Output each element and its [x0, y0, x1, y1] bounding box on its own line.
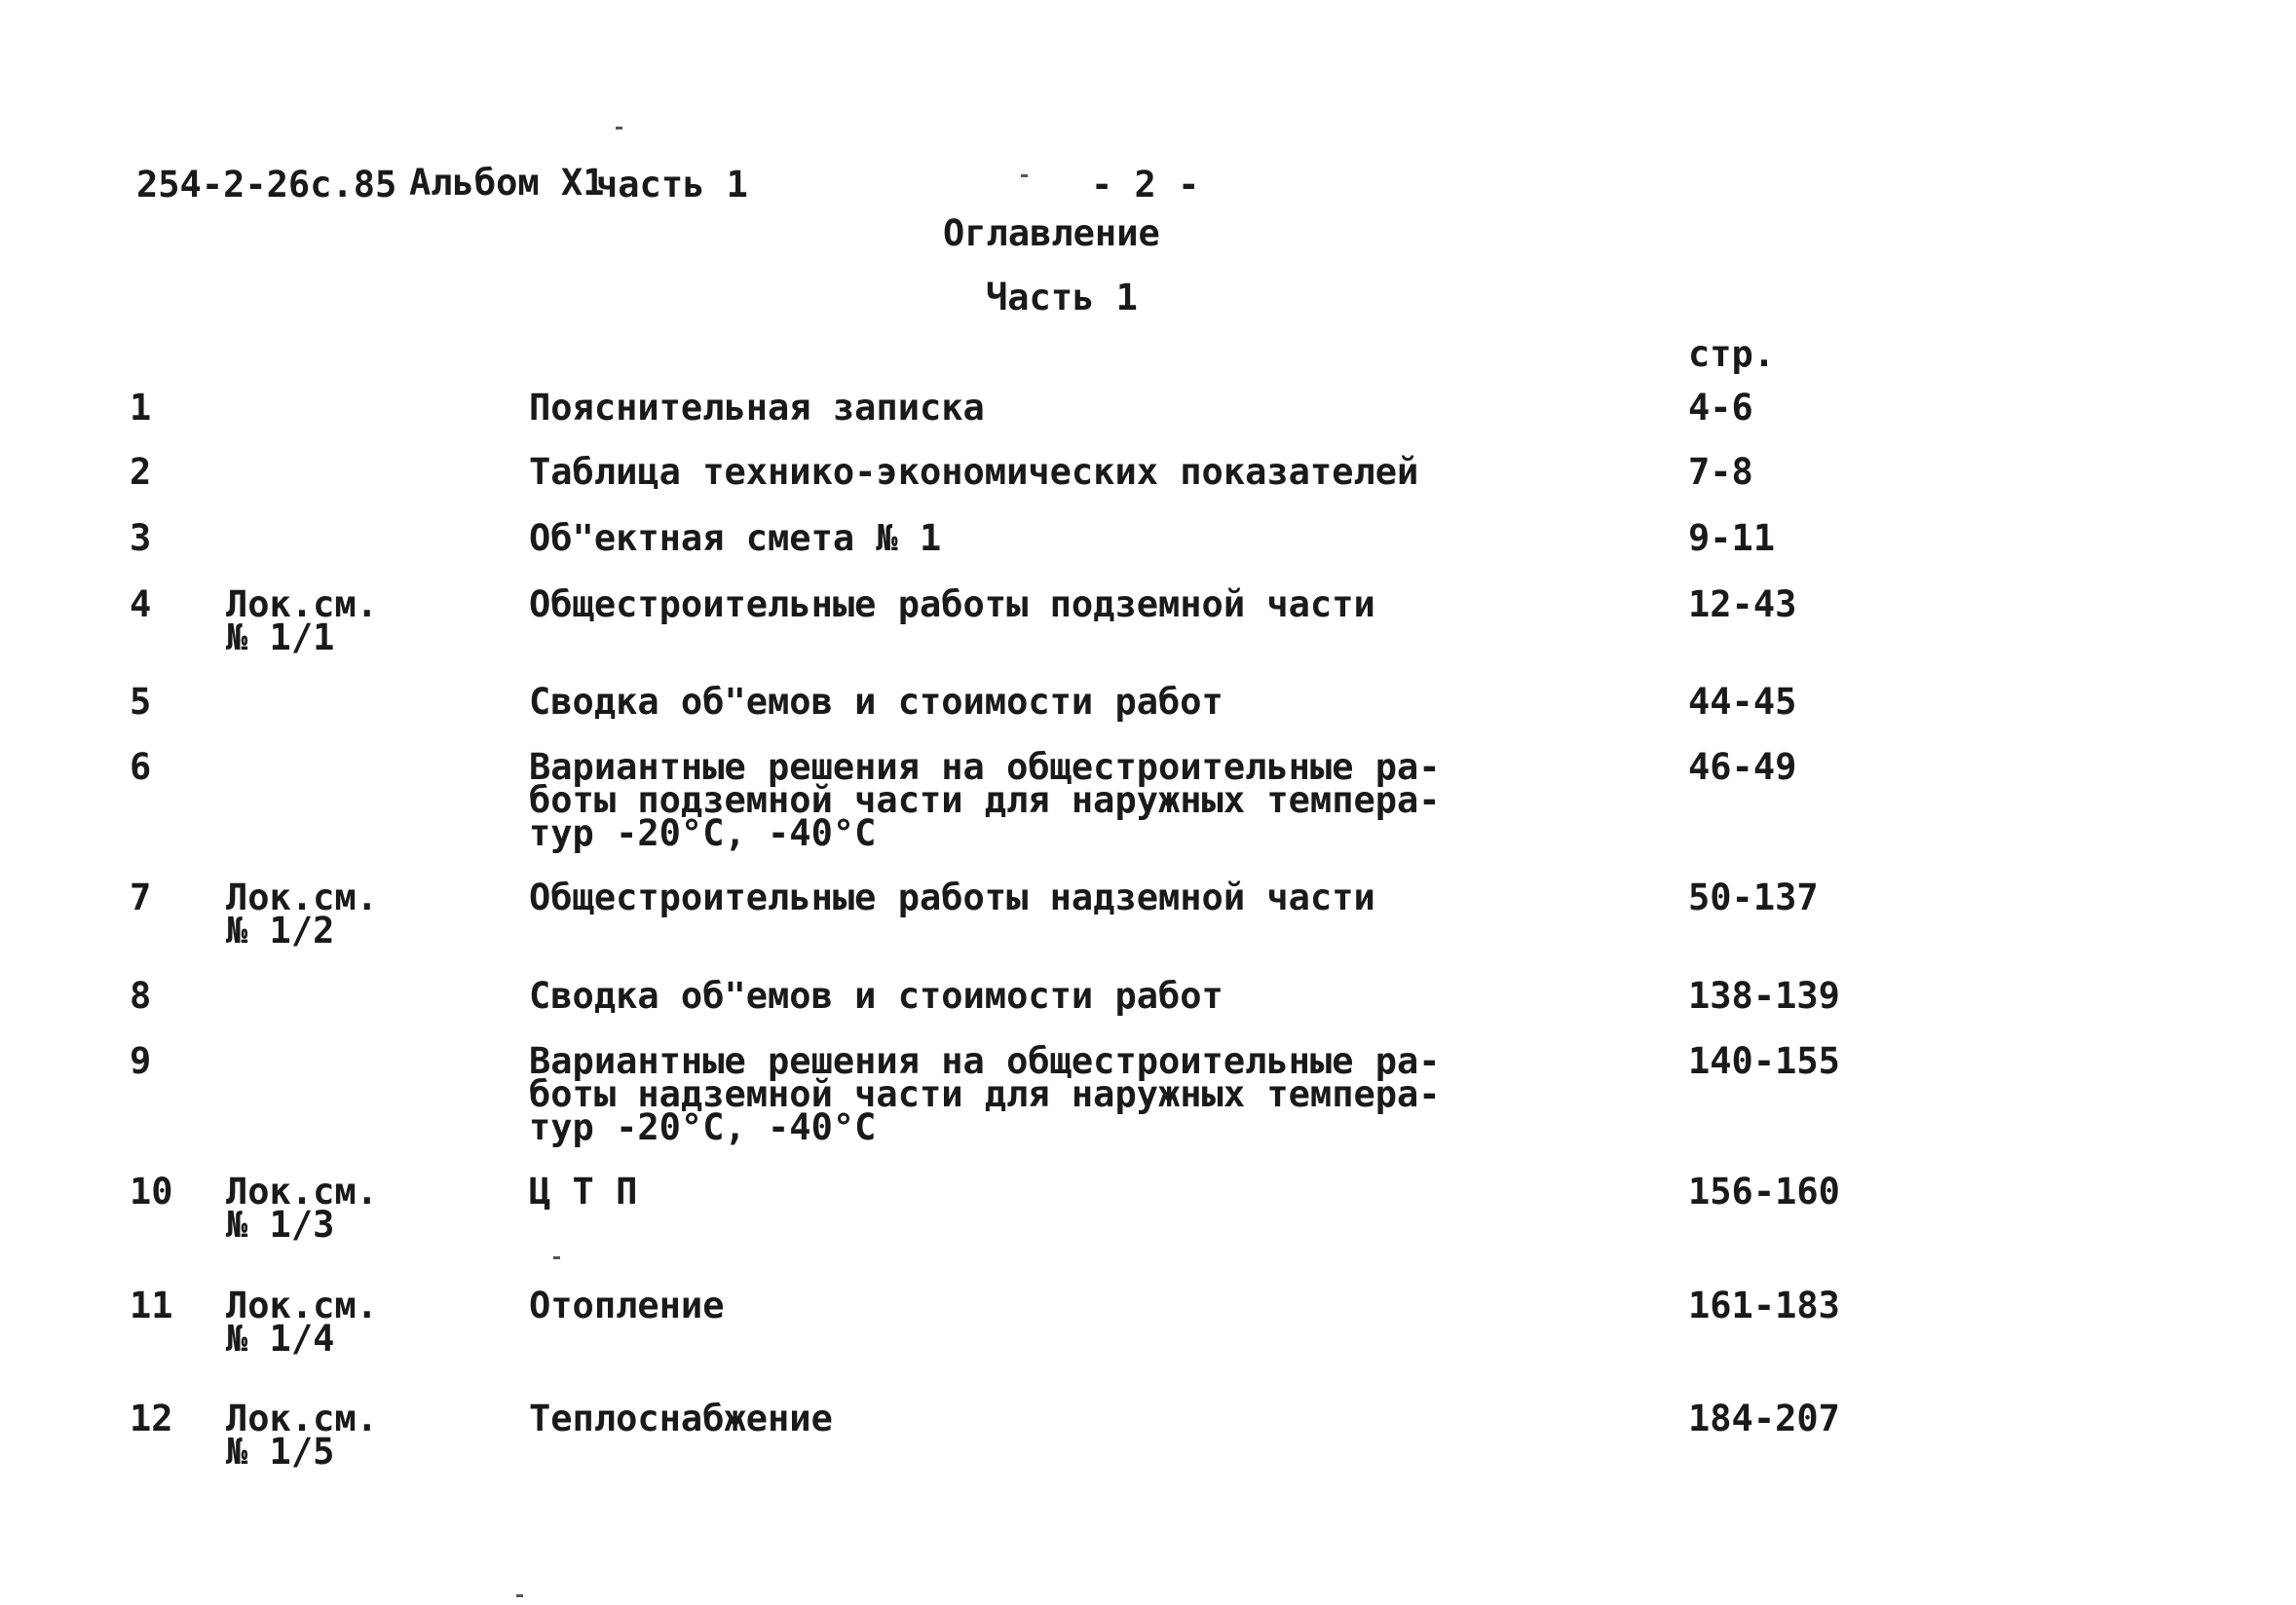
entry-title-line: тур -20°С, -40°С — [529, 812, 877, 854]
entry-title — [529, 975, 1223, 1017]
entry-number: 2 — [130, 451, 152, 493]
entry-pages: 4-6 — [1688, 387, 1753, 429]
entry-title-line: Общестроительные работы надземной части — [529, 877, 1375, 918]
entry-title — [529, 583, 1375, 625]
entry-number: 1 — [130, 387, 152, 429]
document-ref-line: Лок.см. — [226, 583, 378, 625]
entry-document-ref — [226, 1398, 378, 1473]
entry-title — [529, 681, 1223, 723]
entry-title-line: Вариантные решения на общестроительные ра- — [529, 746, 1441, 788]
entry-title-line: Таблица технико-экономических показателей — [529, 451, 1419, 493]
scan-speck — [616, 127, 622, 130]
album-label: Альбом Х1 — [409, 162, 605, 204]
entry-title-line: Вариантные решения на общестроительные ра- — [529, 1040, 1441, 1082]
entry-title — [529, 517, 942, 559]
entry-number: 7 — [130, 877, 152, 918]
entry-title-line: Общестроительные работы подземной части — [529, 583, 1375, 625]
entry-pages: 44-45 — [1688, 681, 1797, 723]
entry-document-ref — [226, 1285, 378, 1360]
entry-document-ref — [226, 583, 378, 658]
document-ref-line: Лок.см. — [226, 1285, 378, 1326]
entry-title-line: тур -20°С, -40°С — [529, 1106, 877, 1148]
entry-title — [529, 1398, 833, 1439]
document-ref-line: № 1/2 — [226, 910, 335, 952]
entry-title-line: Теплоснабжение — [529, 1398, 833, 1439]
page-title: Оглавление — [943, 212, 1160, 254]
entry-number: 5 — [130, 681, 152, 723]
entry-pages: 7-8 — [1688, 451, 1753, 493]
entry-title — [529, 877, 1375, 918]
entry-title-line: Сводка об"емов и стоимости работ — [529, 975, 1223, 1017]
entry-number: 12 — [130, 1398, 173, 1439]
document-ref-line: Лок.см. — [226, 1398, 378, 1439]
entry-pages: 50-137 — [1688, 877, 1819, 918]
entry-pages: 161-183 — [1688, 1285, 1840, 1326]
entry-title — [529, 746, 1441, 854]
entry-number: 8 — [130, 975, 152, 1017]
entry-pages: 184-207 — [1688, 1398, 1840, 1439]
entry-title — [529, 1285, 725, 1326]
document-ref-line: № 1/1 — [226, 616, 335, 658]
document-ref-line: Лок.см. — [226, 877, 378, 918]
document-code: 254-2-26с.85 — [136, 164, 397, 205]
entry-title — [529, 451, 1419, 493]
document-ref-line: Лок.см. — [226, 1171, 378, 1213]
page-number: - 2 - — [1091, 164, 1200, 205]
entry-number: 3 — [130, 517, 152, 559]
scan-speck — [1021, 174, 1028, 177]
entry-title-line: боты подземной части для наружных темпера- — [529, 779, 1441, 821]
entry-title-line: Ц Т П — [529, 1171, 638, 1213]
entry-title-line: Сводка об"емов и стоимости работ — [529, 681, 1223, 723]
entry-title — [529, 1040, 1441, 1148]
entry-number: 10 — [130, 1171, 173, 1213]
scan-speck — [553, 1256, 560, 1259]
entry-pages: 12-43 — [1688, 583, 1797, 625]
document-ref-line: № 1/5 — [226, 1431, 335, 1473]
entry-pages: 46-49 — [1688, 746, 1797, 788]
entry-title-line: Отопление — [529, 1285, 725, 1326]
entry-pages: 9-11 — [1688, 517, 1776, 559]
entry-number: 9 — [130, 1040, 152, 1082]
entry-pages: 156-160 — [1688, 1171, 1840, 1213]
entry-number: 6 — [130, 746, 152, 788]
entry-document-ref — [226, 877, 378, 952]
entry-number: 4 — [130, 583, 152, 625]
document-ref-line: № 1/3 — [226, 1204, 335, 1246]
entry-title — [529, 1171, 638, 1213]
entry-number: 11 — [130, 1285, 173, 1326]
page-column-header: стр. — [1688, 333, 1776, 375]
part-subtitle: Часть 1 — [986, 277, 1138, 318]
part-label: часть 1 — [596, 164, 748, 205]
entry-title-line: Пояснительная записка — [529, 387, 985, 429]
document-ref-line: № 1/4 — [226, 1318, 335, 1360]
entry-title-line: Об"ектная смета № 1 — [529, 517, 942, 559]
entry-document-ref — [226, 1171, 378, 1246]
entry-title — [529, 387, 985, 429]
entry-pages: 140-155 — [1688, 1040, 1840, 1082]
entry-title-line: боты надземной части для наружных темпера- — [529, 1073, 1441, 1115]
entry-pages: 138-139 — [1688, 975, 1840, 1017]
scan-speck — [516, 1594, 523, 1597]
